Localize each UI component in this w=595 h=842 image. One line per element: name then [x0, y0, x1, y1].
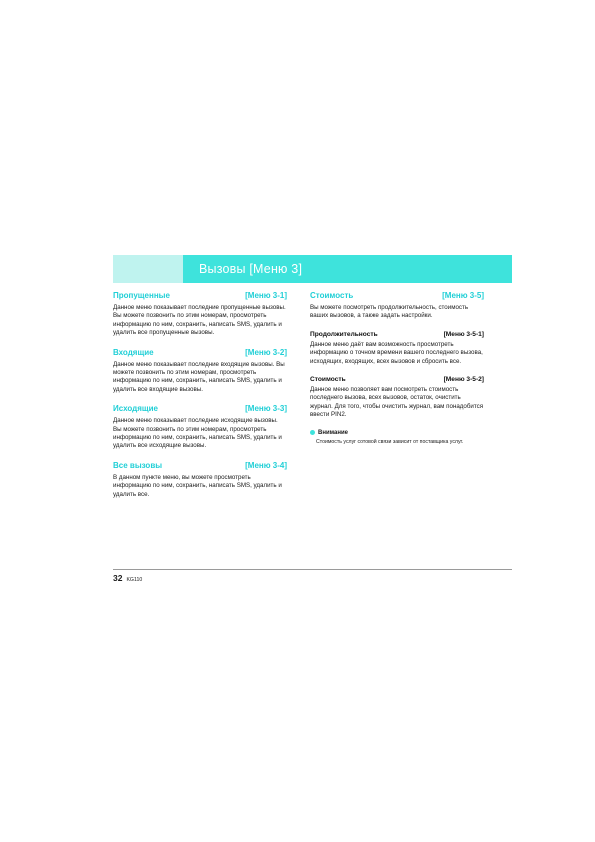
- subsection-body: Данное меню даёт вам возможность просмотреть информацию о точном времени вашего последнего вызова, исходящих, входящих, всех вызовов и сбросить все.: [310, 340, 483, 365]
- section-heading: [113, 404, 287, 413]
- page-footer: [113, 573, 142, 583]
- subsection-menu-ref: [Меню 3-5-1]: [443, 330, 484, 338]
- section-cost: [310, 291, 484, 321]
- section-menu-ref: [Меню 3-4]: [245, 460, 287, 470]
- subsection-heading: [310, 376, 484, 383]
- note-body: Стоимость услуг сотовой связи зависит от поставщика услуг.: [316, 438, 464, 445]
- page-number: 32: [113, 573, 123, 583]
- section-body: Вы можете посмотреть продолжительность, стоимость ваших вызовов, а также задать настройки.: [310, 304, 469, 320]
- section-heading: [113, 348, 287, 357]
- right-column: [310, 291, 484, 446]
- section-title: Стоимость: [310, 291, 354, 300]
- note-heading: [310, 430, 484, 436]
- section-menu-ref: [Меню 3-2]: [245, 347, 287, 357]
- subsection-title: Продолжительность: [310, 330, 378, 338]
- subsection-body: Данное меню позволяет вам посмотреть стоимость последнего вызова, всех вызовов, остаток, очистить журнал. Для того, чтобы очистить журнал, вам понадобится ввести PIN2.: [310, 386, 484, 419]
- subsection-cost: [310, 376, 484, 420]
- subsection-heading: [310, 331, 484, 338]
- section-all-calls: [113, 461, 287, 499]
- section-body: Данное меню показывает последние пропущенные вызовы. Вы можете позвонить по этим номерам, просмотреть информацию по ним, сохранить, написать SMS, удалить и удалить все пропущенные вызовы.: [113, 304, 286, 337]
- chapter-header: [113, 255, 512, 283]
- header-accent-block: [113, 255, 183, 283]
- left-column: [113, 291, 287, 509]
- section-menu-ref: [Меню 3-1]: [245, 291, 287, 300]
- subsection-menu-ref: [Меню 3-5-2]: [443, 376, 484, 384]
- section-heading: [113, 461, 287, 470]
- section-title: Входящие: [113, 347, 154, 357]
- subsection-duration: [310, 331, 484, 366]
- bullet-icon: [310, 430, 315, 435]
- section-body: В данном пункте меню, вы можете просмотреть информацию по ним, сохранить, написать SMS, удалить и удалить все.: [113, 473, 282, 498]
- section-title: Пропущенные: [113, 291, 170, 300]
- section-body: Данное меню показывает последние исходящие вызовы. Вы можете позвонить по этим номерам, просмотреть информацию по ним, сохранить, написать SMS, удалить и удалить все исходящие вызовы.: [113, 417, 282, 450]
- section-menu-ref: [Меню 3-5]: [442, 291, 484, 300]
- section-menu-ref: [Меню 3-3]: [245, 404, 287, 414]
- section-heading: [113, 291, 287, 300]
- chapter-title: Вызовы [Меню 3]: [199, 262, 303, 276]
- footer-divider: [113, 569, 512, 570]
- section-title: Исходящие: [113, 404, 158, 414]
- section-heading: [310, 291, 484, 300]
- subsection-title: Стоимость: [310, 376, 346, 384]
- section-title: Все вызовы: [113, 460, 163, 470]
- note-title: Внимание: [318, 429, 348, 436]
- section-incoming: [113, 348, 287, 395]
- model-name: KG110: [126, 577, 143, 583]
- section-outgoing: [113, 404, 287, 451]
- note-box: [310, 430, 484, 446]
- section-body: Данное меню показывает последние входящие вызовы. Вы можете позвонить по этим номерам, просмотреть информацию по ним, сохранить, написать SMS, удалить и удалить все входящие вызовы.: [113, 360, 285, 393]
- section-missed: [113, 291, 287, 338]
